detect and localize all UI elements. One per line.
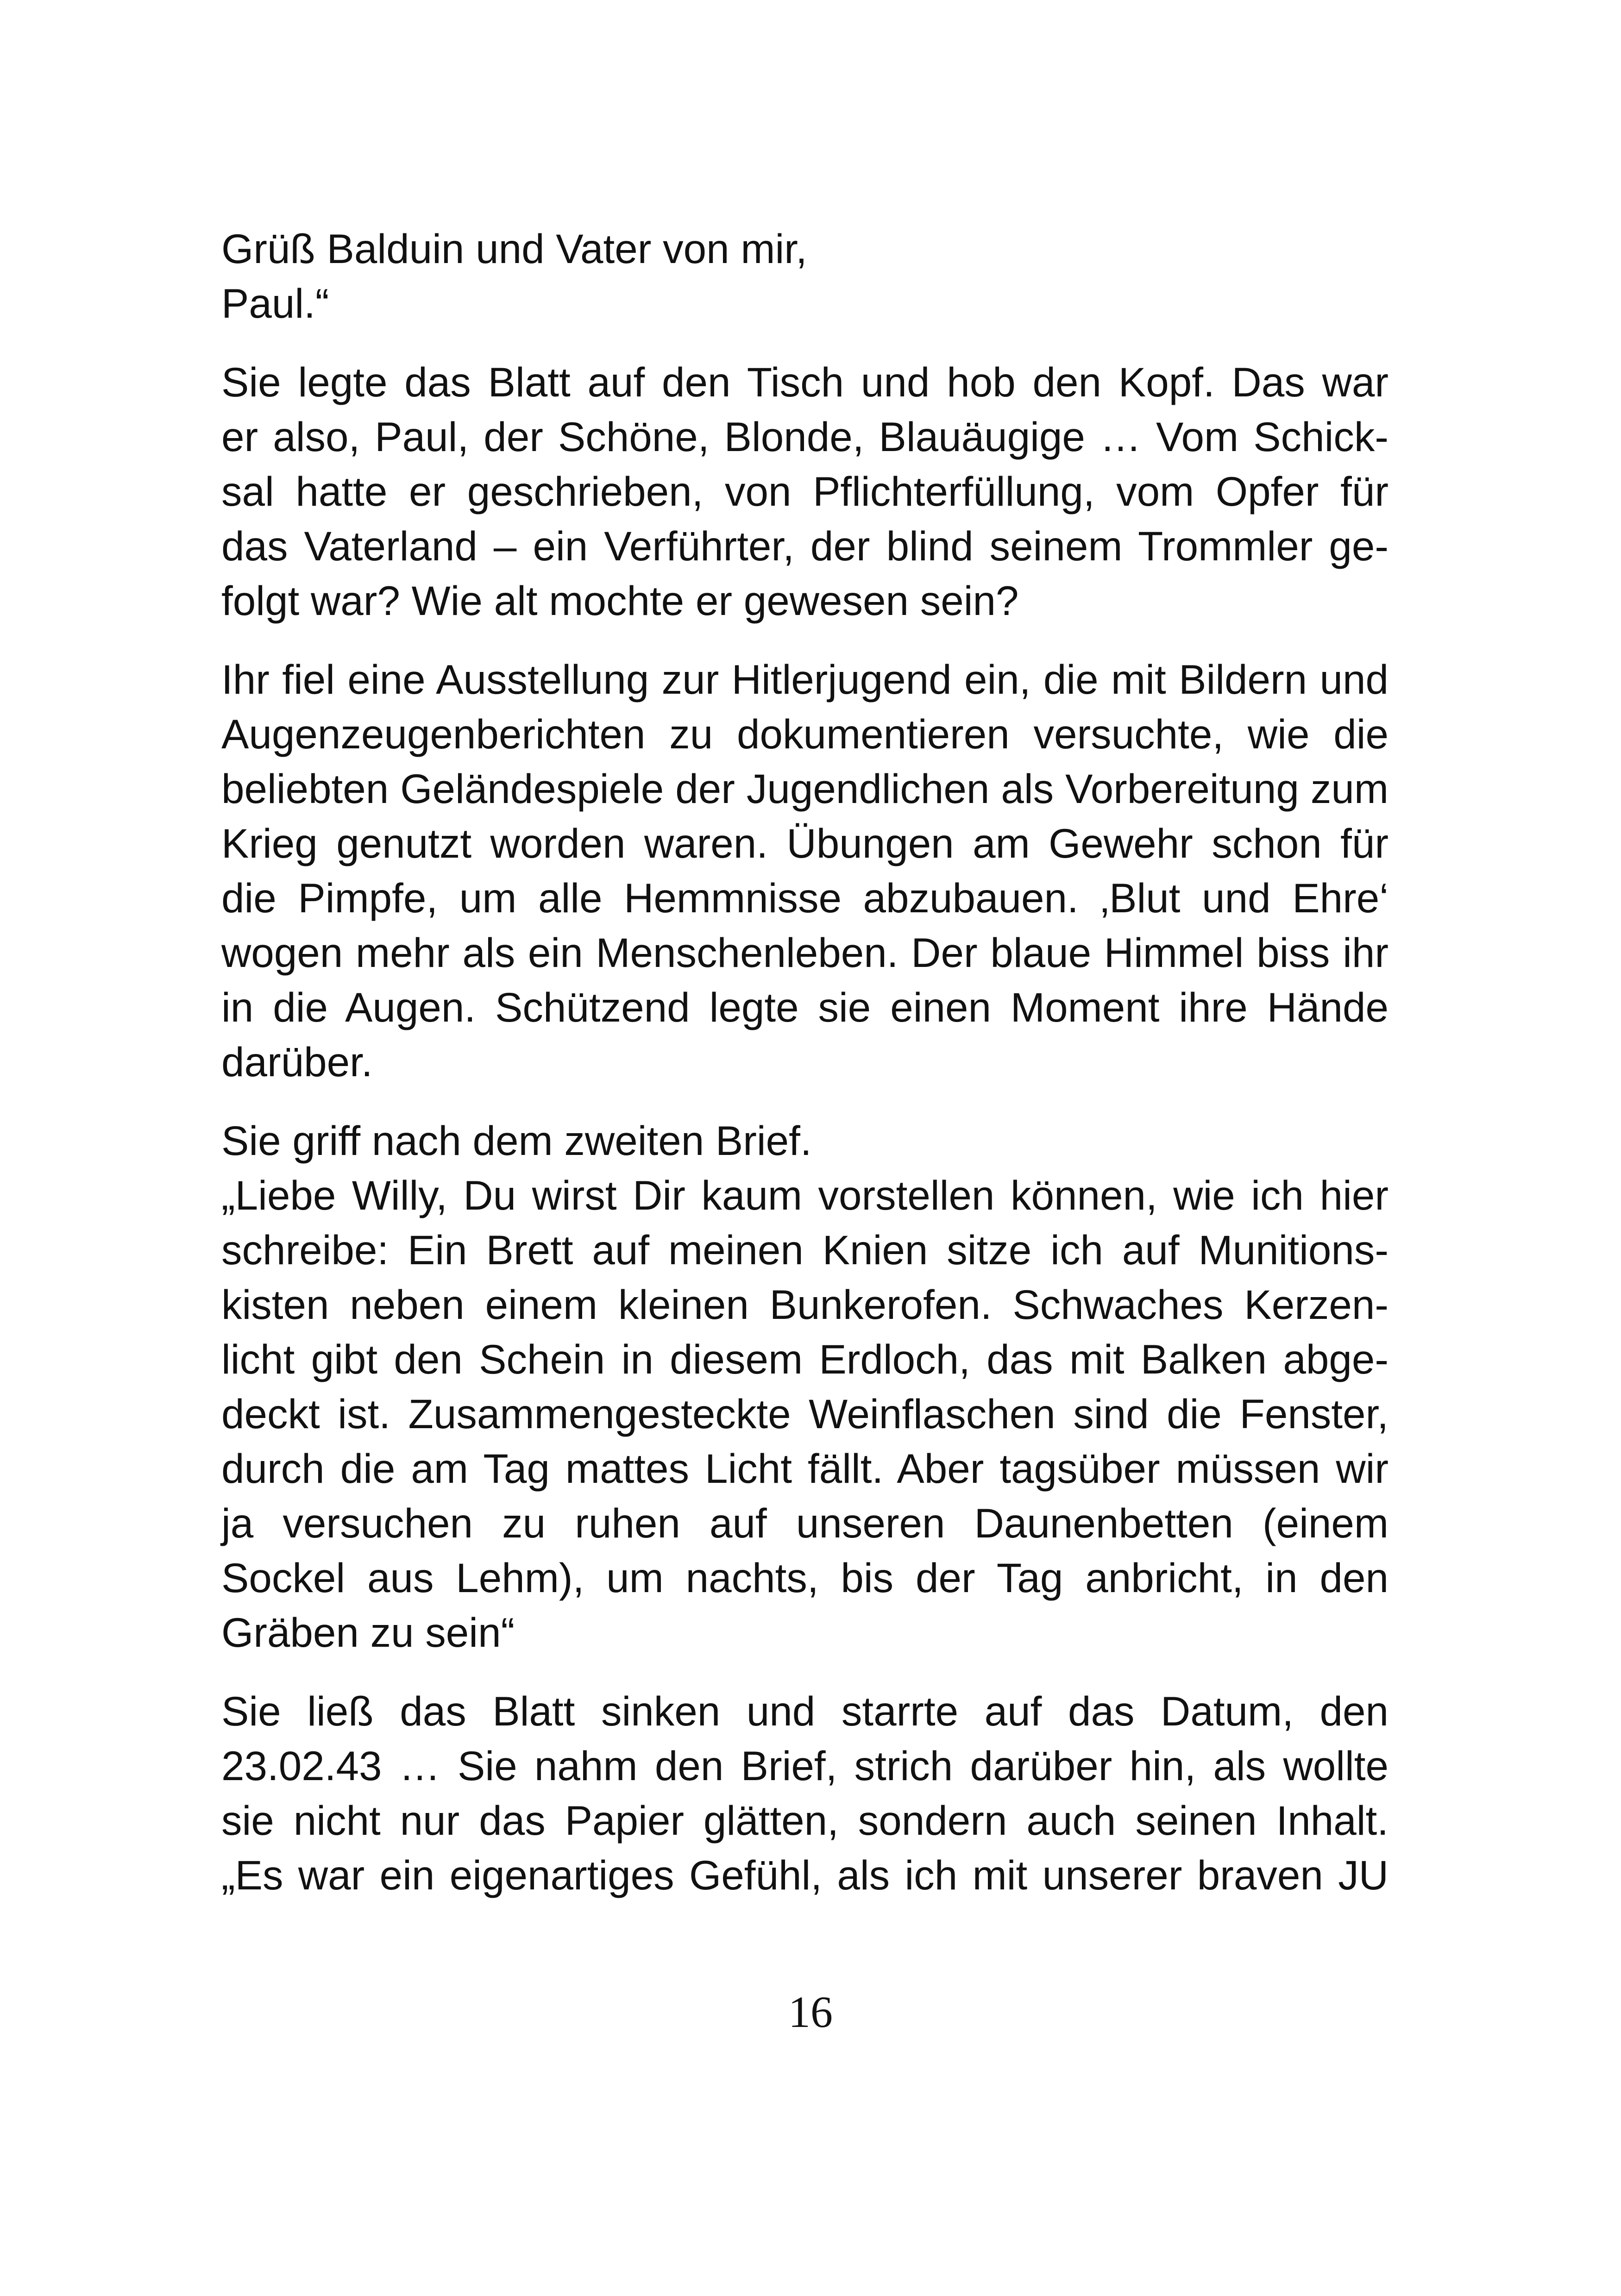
- text-line: Augenzeugenberichten zu dokumentieren versuchte, wie die: [221, 711, 1389, 757]
- text-line: „Es war ein eigenartiges Gefühl, als ich mit unserer braven JU: [221, 1852, 1389, 1898]
- text-line: Sie griff nach dem zweiten Brief.: [221, 1117, 812, 1164]
- text-line: Krieg genutzt worden waren. Übungen am Gewehr schon für: [221, 820, 1389, 866]
- paragraph-letter: [221, 1113, 1389, 1660]
- text-line: Ihr fiel eine Ausstellung zur Hitlerjugend ein, die mit Bildern und: [221, 656, 1389, 703]
- text-line: Sie ließ das Blatt sinken und starrte auf das Datum, den: [221, 1688, 1389, 1734]
- text-line: beliebten Geländespiele der Jugendlichen als Vorbereitung zum: [221, 765, 1389, 812]
- paragraph-closing: [221, 221, 1389, 331]
- text-line: durch die am Tag mattes Licht fällt. Aber tagsüber müssen wir: [221, 1445, 1389, 1492]
- text-line: das Vaterland – ein Verführter, der blind seinem Trommler ge-: [221, 523, 1389, 569]
- text-line: Paul.“: [221, 280, 329, 326]
- text-line: 23.02.43 … Sie nahm den Brief, strich darüber hin, als wollte: [221, 1743, 1389, 1789]
- paragraph: [221, 1684, 1389, 1902]
- text-line: sal hatte er geschrieben, von Pflichterfüllung, vom Opfer für: [221, 468, 1389, 514]
- text-line: wogen mehr als ein Menschenleben. Der blaue Himmel biss ihr: [221, 929, 1389, 976]
- text-line: „Liebe Willy, Du wirst Dir kaum vorstellen können, wie ich hier: [221, 1172, 1389, 1218]
- text-line: schreibe: Ein Brett auf meinen Knien sitze ich auf Munitions-: [221, 1227, 1389, 1273]
- text-line: deckt ist. Zusammengesteckte Weinflaschen sind die Fenster,: [221, 1391, 1389, 1437]
- text-line: folgt war? Wie alt mochte er gewesen sein?: [221, 577, 1019, 624]
- text-line: Sockel aus Lehm), um nachts, bis der Tag anbricht, in den: [221, 1555, 1389, 1601]
- text-line: die Pimpfe, um alle Hemmnisse abzubauen. ‚Blut und Ehre‘: [221, 875, 1389, 921]
- paragraph: [221, 355, 1389, 628]
- paragraph: [221, 652, 1389, 1089]
- text-line: Gräben zu sein“: [221, 1609, 515, 1656]
- body-text: [221, 221, 1389, 1926]
- text-line: sie nicht nur das Papier glätten, sondern auch seinen Inhalt.: [221, 1797, 1389, 1844]
- text-line: er also, Paul, der Schöne, Blonde, Blauäugige … Vom Schick-: [221, 414, 1389, 460]
- text-line: kisten neben einem kleinen Bunkerofen. Schwaches Kerzen-: [221, 1281, 1389, 1328]
- text-line: in die Augen. Schützend legte sie einen Moment ihre Hände: [221, 984, 1389, 1030]
- text-line: Sie legte das Blatt auf den Tisch und hob den Kopf. Das war: [221, 359, 1389, 405]
- text-line: ja versuchen zu ruhen auf unseren Daunenbetten (einem: [221, 1500, 1389, 1546]
- text-line: darüber.: [221, 1039, 373, 1085]
- text-line: Grüß Balduin und Vater von mir,: [221, 226, 807, 272]
- page-number: 16: [788, 1987, 833, 2037]
- text-line: licht gibt den Schein in diesem Erdloch, das mit Balken abge-: [221, 1336, 1389, 1382]
